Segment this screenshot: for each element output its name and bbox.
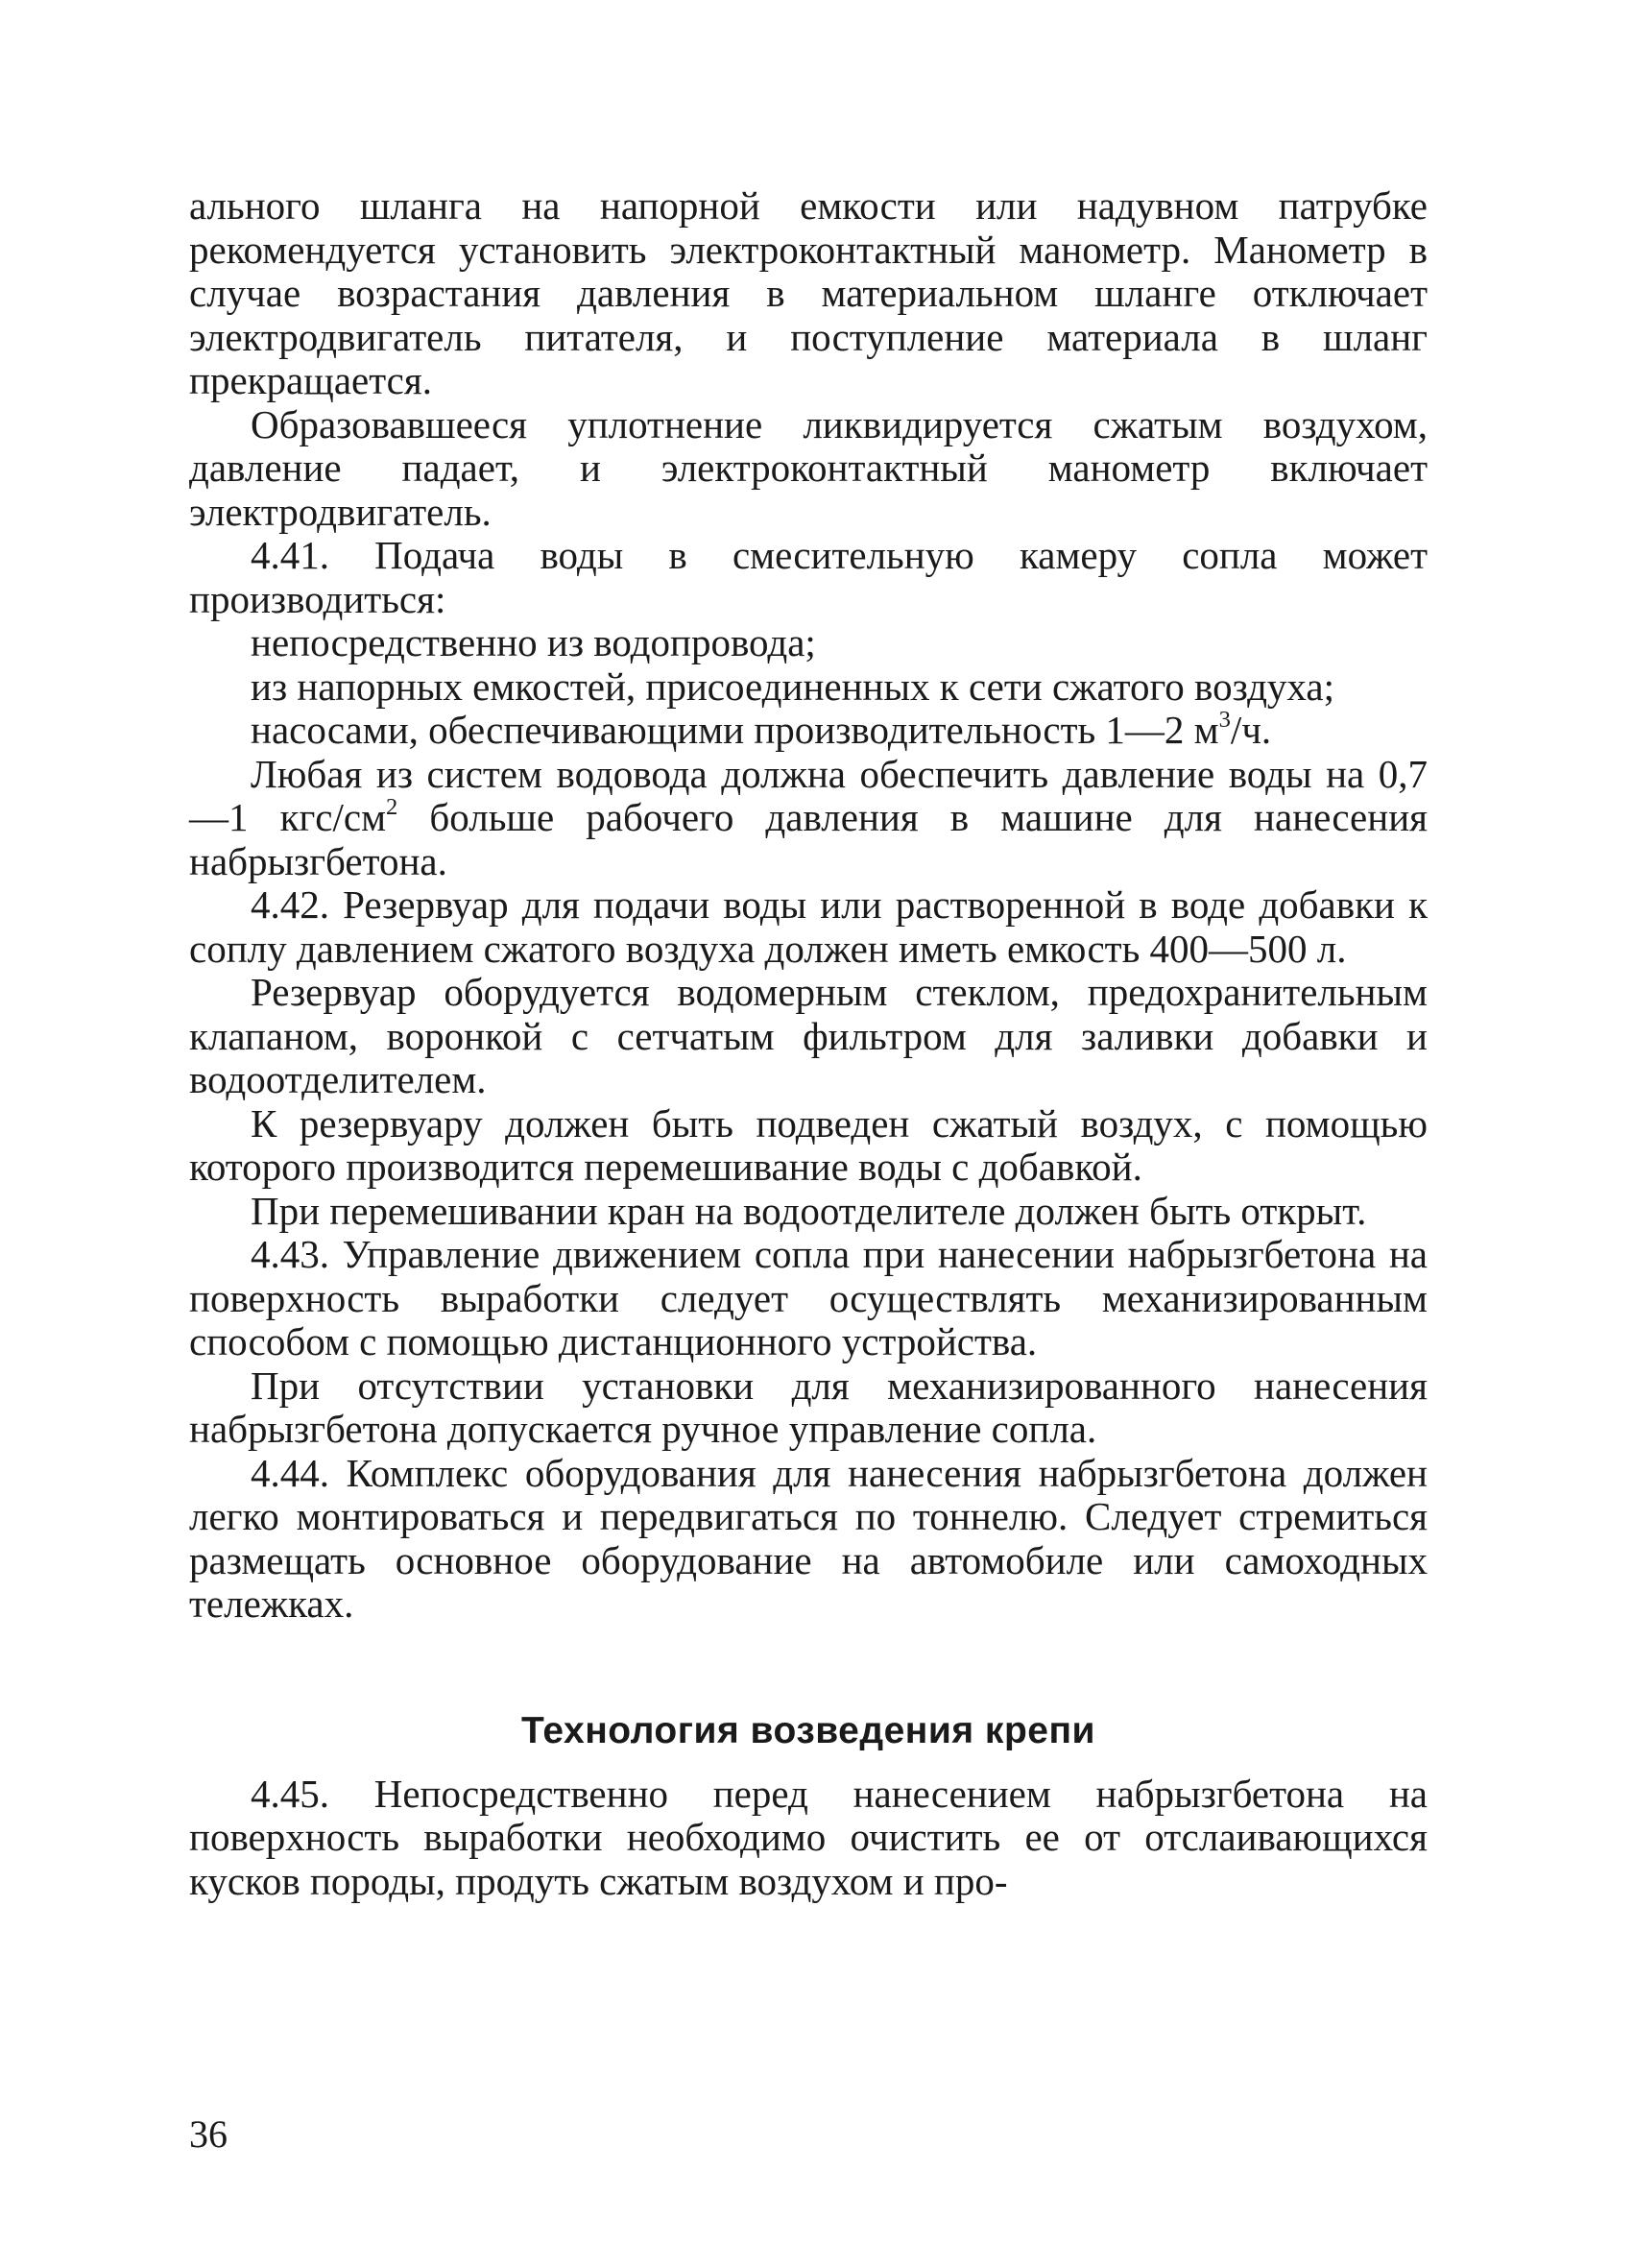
superscript: 3 [1218, 706, 1231, 733]
paragraph-clause-4-45: 4.45. Непосредственно перед нанесением набрызгбетона на поверхность выработки необходимо очистить ее от отслаивающихся кусков породы, продуть сжатым воздухом и про- [189, 1771, 1428, 1903]
body-text [189, 184, 1428, 1903]
paragraph [189, 753, 1428, 884]
paragraph-clause-4-43: 4.43. Управление движением сопла при нанесении набрызгбетона на поверхность выработки следует осуществлять механизированным способом с помощью дистанционного устройства. [189, 1232, 1428, 1363]
page-number: 36 [189, 2112, 228, 2156]
text-fragment: насосами, обеспечивающими производительность 1—2 м [251, 708, 1219, 752]
list-item [189, 706, 1428, 753]
text-fragment: /ч. [1230, 708, 1272, 752]
paragraph: При перемешивании кран на водоотделителе должен быть открыт. [251, 1188, 1367, 1233]
paragraph: Образовавшееся уплотнение ликвидируется сжатым воздухом, давление падает, и электроконтактный манометр включает электродвигатель. [189, 401, 1428, 534]
list-item: из напорных емкостей, присоединенных к сети сжатого воздуха; [251, 664, 1334, 709]
text-fragment: больше рабочего давления в машине для нанесения набрызгбетона. [189, 795, 1428, 883]
paragraph: К резервуару должен быть подведен сжатый воздух, с помощью которого производится перемешивание воды с добавкой. [189, 1100, 1428, 1189]
paragraph: Резервуар оборудуется водомерным стеклом, предохранительным клапаном, воронкой с сетчатым фильтром для заливки добавки и водоотделителем. [189, 970, 1428, 1101]
text-fragment: Любая из систем водовода должна обеспечить давление воды на 0,7—1 кгс/см [189, 751, 1428, 839]
paragraph: ального шланга на напорной емкости или надувном патрубке рекомендуется установить электроконтактный манометр. Манометр в случае возрастания давления в материальном шланге отключает электродвигатель питателя, и поступление материала в шланг прекращается. [189, 183, 1428, 402]
list-item: непосредственно из водопровода; [251, 620, 816, 664]
paragraph-clause-4-41: 4.41. Подача воды в смесительную камеру сопла может производиться: [189, 533, 1428, 621]
section-heading: Технология возведения крепи [521, 1709, 1095, 1751]
superscript: 2 [386, 793, 398, 820]
paragraph: При отсутствии установки для механизированного нанесения набрызгбетона допускается ручное управление сопла. [189, 1363, 1428, 1451]
paragraph-clause-4-44: 4.44. Комплекс оборудования для нанесения набрызгбетона должен легко монтироваться и передвигаться по тоннелю. Следует стремиться размещать основное оборудование на автомобиле или самоходных тележках. [189, 1450, 1428, 1626]
paragraph-clause-4-42: 4.42. Резервуар для подачи воды или растворенной в воде добавки к соплу давлением сжатого воздуха должен иметь емкость 400—500 л. [189, 882, 1428, 971]
